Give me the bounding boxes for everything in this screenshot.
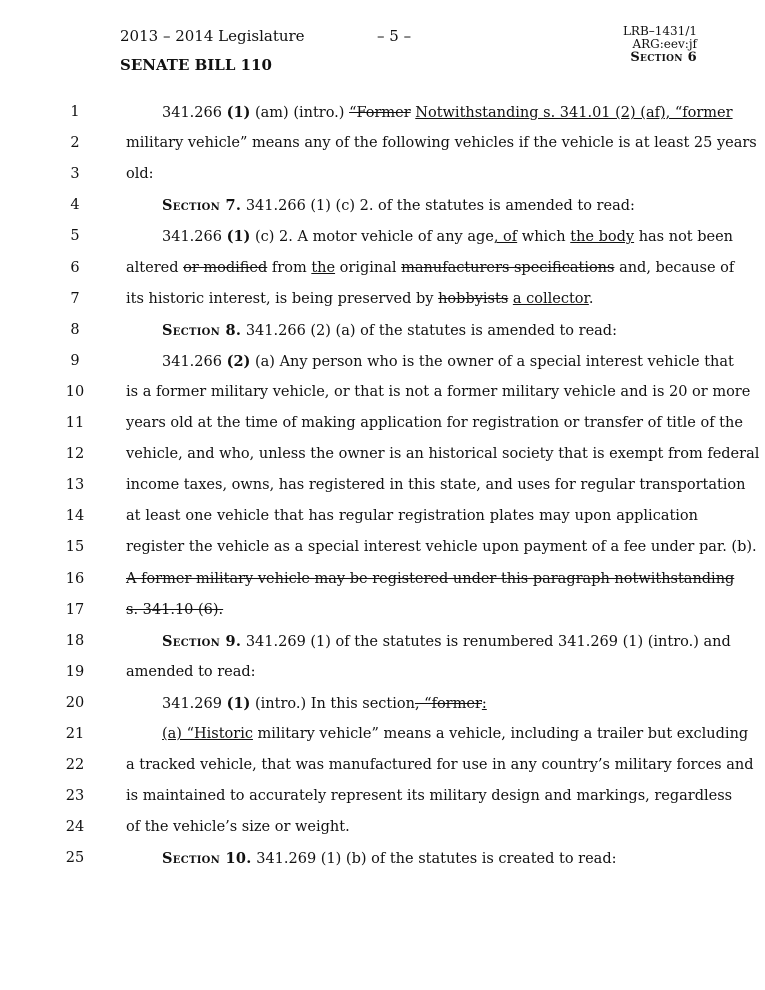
text-segment: (intro.) In this section — [250, 695, 415, 712]
text-line — [0, 384, 765, 408]
line-number: 1 — [70, 104, 80, 120]
line-text — [126, 508, 698, 524]
text-segment: 341.269 (1) of the statutes is renumbered 341.269 (1) (intro.) and — [241, 633, 731, 650]
text-segment: military vehicle” means a vehicle, including a trailer but excluding — [252, 726, 749, 742]
text-segment: original — [335, 259, 402, 276]
drafter-initials: ARG:eev:jf — [632, 37, 697, 51]
text-segment: old: — [126, 166, 154, 183]
text-line — [0, 260, 765, 284]
text-segment: (c) 2. A motor vehicle of any age — [250, 229, 494, 246]
line-text — [162, 726, 749, 742]
text-line — [0, 788, 765, 812]
text-segment: is a former military vehicle, or that is not a former military vehicle and is 20 or more — [126, 383, 751, 400]
text-segment: amended to read: — [126, 663, 256, 680]
line-text — [126, 788, 733, 805]
text-segment: 341.266 (1) (c) 2. of the statutes is amended to read: — [241, 198, 635, 215]
line-text — [162, 228, 734, 246]
line-text — [126, 570, 735, 587]
text-segment: military vehicle” means any of the following vehicles if the vehicle is at least 25 years — [126, 135, 757, 152]
struck-text: “Former — [349, 105, 411, 121]
text-line — [0, 633, 765, 657]
line-text — [126, 477, 746, 494]
line-text — [126, 135, 757, 152]
text-line — [0, 508, 765, 532]
text-segment: 341.266 — [162, 229, 227, 246]
text-line — [0, 353, 765, 377]
text-segment: its historic interest, is being preserved by — [126, 290, 439, 307]
text-line — [0, 322, 765, 346]
text-line — [0, 228, 765, 252]
text-segment: 341.266 — [162, 353, 227, 370]
line-number: 18 — [65, 632, 85, 649]
text-segment: 341.266 (2) (a) of the statutes is amended to read: — [241, 322, 617, 339]
inserted-text: the body — [570, 229, 635, 246]
section-heading: Section 7. — [162, 197, 242, 215]
text-segment: (a) Any person who is the owner of a special interest vehicle that — [250, 353, 734, 370]
line-number: 7 — [70, 290, 80, 307]
line-text — [126, 757, 754, 774]
text-line — [0, 446, 765, 470]
text-segment: at least one vehicle that has regular registration plates may upon application — [126, 508, 698, 525]
line-number: 11 — [65, 415, 85, 431]
line-number: 21 — [65, 726, 85, 742]
legislature-label: 2013 – 2014 Legislature — [120, 27, 305, 45]
line-number: 14 — [65, 508, 85, 525]
line-text — [126, 819, 350, 835]
line-number: 10 — [65, 383, 85, 400]
line-number: 25 — [65, 850, 85, 867]
subsection-number: (2) — [226, 352, 251, 370]
line-text — [126, 446, 760, 463]
section-label: Section 6 — [630, 50, 697, 65]
text-line — [0, 197, 765, 221]
line-number: 16 — [65, 570, 85, 587]
line-text — [162, 352, 734, 370]
subsection-number: (1) — [226, 694, 251, 712]
text-segment: of the vehicle’s size or weight. — [126, 819, 350, 836]
section-heading: Section 9. — [162, 632, 242, 650]
text-segment: 341.269 — [162, 695, 227, 712]
text-segment: . — [588, 290, 594, 307]
line-number: 22 — [65, 757, 85, 774]
line-number: 8 — [70, 321, 80, 338]
line-number: 23 — [65, 788, 85, 805]
text-line — [0, 477, 765, 501]
text-line — [0, 291, 765, 315]
text-line — [0, 819, 765, 843]
line-text — [126, 664, 256, 680]
inserted-text: : — [481, 695, 487, 712]
line-number: 12 — [65, 446, 85, 463]
line-text — [162, 850, 617, 867]
line-number: 20 — [65, 694, 85, 711]
text-segment: and, because of — [614, 259, 735, 276]
line-text — [126, 602, 223, 618]
line-text — [162, 632, 731, 650]
text-segment: years old at the time of making application for registration or transfer of title of the — [126, 415, 743, 431]
text-segment: is maintained to accurately represent its military design and markings, regardless — [126, 788, 733, 805]
text-segment: vehicle, and who, unless the owner is an historical society that is exempt from federal — [126, 446, 760, 463]
text-segment: register the vehicle as a special interest vehicle upon payment of a fee under par. (b). — [126, 539, 757, 556]
text-line — [0, 104, 765, 128]
inserted-text: a collector — [512, 290, 589, 307]
struck-text: hobbyists — [438, 290, 509, 307]
line-number: 2 — [70, 135, 80, 152]
struck-text: manufacturers specifications — [401, 259, 615, 276]
line-text — [126, 259, 735, 276]
text-segment: 341.266 — [162, 105, 227, 121]
line-text — [126, 383, 751, 400]
line-text — [126, 166, 154, 182]
text-line — [0, 850, 765, 874]
text-line — [0, 135, 765, 159]
text-segment: 341.269 (1) (b) of the statutes is created to read: — [251, 851, 617, 868]
line-number: 19 — [65, 663, 85, 680]
struck-text: s. 341.10 (6). — [126, 601, 224, 618]
line-text — [126, 415, 743, 431]
text-line — [0, 695, 765, 719]
section-heading: Section 10. — [162, 850, 252, 868]
lrb-number: LRB–1431/1 — [622, 24, 697, 38]
inserted-text: , of — [493, 229, 518, 246]
text-line — [0, 166, 765, 190]
section-heading: Section 8. — [162, 321, 242, 339]
inserted-text: the — [311, 259, 336, 276]
text-segment: altered — [126, 259, 184, 276]
text-line — [0, 602, 765, 626]
subsection-number: (1) — [226, 228, 251, 246]
line-text — [126, 539, 757, 556]
line-text — [162, 104, 733, 121]
text-line — [0, 539, 765, 563]
line-number: 3 — [70, 166, 80, 183]
inserted-text: (a) “Historic — [162, 726, 253, 742]
struck-text: A former military vehicle may be registered under this paragraph notwithstanding — [126, 570, 735, 587]
inserted-text: Notwithstanding s. 341.01 (2) (af), “former — [415, 105, 733, 121]
text-segment: which — [517, 229, 571, 246]
text-segment: a tracked vehicle, that was manufactured for use in any country’s military forces and — [126, 757, 754, 774]
text-line — [0, 571, 765, 595]
line-number: 24 — [65, 819, 85, 836]
line-number: 13 — [65, 477, 85, 494]
line-number: 6 — [70, 259, 80, 276]
text-line — [0, 726, 765, 750]
line-number: 4 — [70, 197, 80, 214]
struck-text: , “former — [414, 695, 482, 712]
header-reference — [623, 25, 697, 64]
text-line — [0, 757, 765, 781]
bill-title: SENATE BILL 110 — [120, 56, 272, 74]
text-line — [0, 415, 765, 439]
line-text — [162, 322, 617, 339]
line-number: 5 — [70, 228, 80, 245]
line-text — [162, 695, 487, 712]
page-number: – 5 – — [377, 27, 412, 45]
struck-text: or modified — [183, 259, 268, 276]
text-segment: (am) (intro.) — [250, 105, 350, 121]
text-segment: income taxes, owns, has registered in this state, and uses for regular transportation — [126, 477, 746, 494]
text-segment: from — [267, 259, 312, 276]
line-number: 17 — [65, 601, 85, 618]
subsection-number: (1) — [226, 104, 251, 121]
text-line — [0, 664, 765, 688]
line-text — [126, 291, 593, 307]
text-segment: has not been — [634, 229, 734, 246]
line-text — [162, 197, 635, 214]
line-number: 15 — [65, 539, 85, 556]
line-number: 9 — [70, 352, 80, 369]
